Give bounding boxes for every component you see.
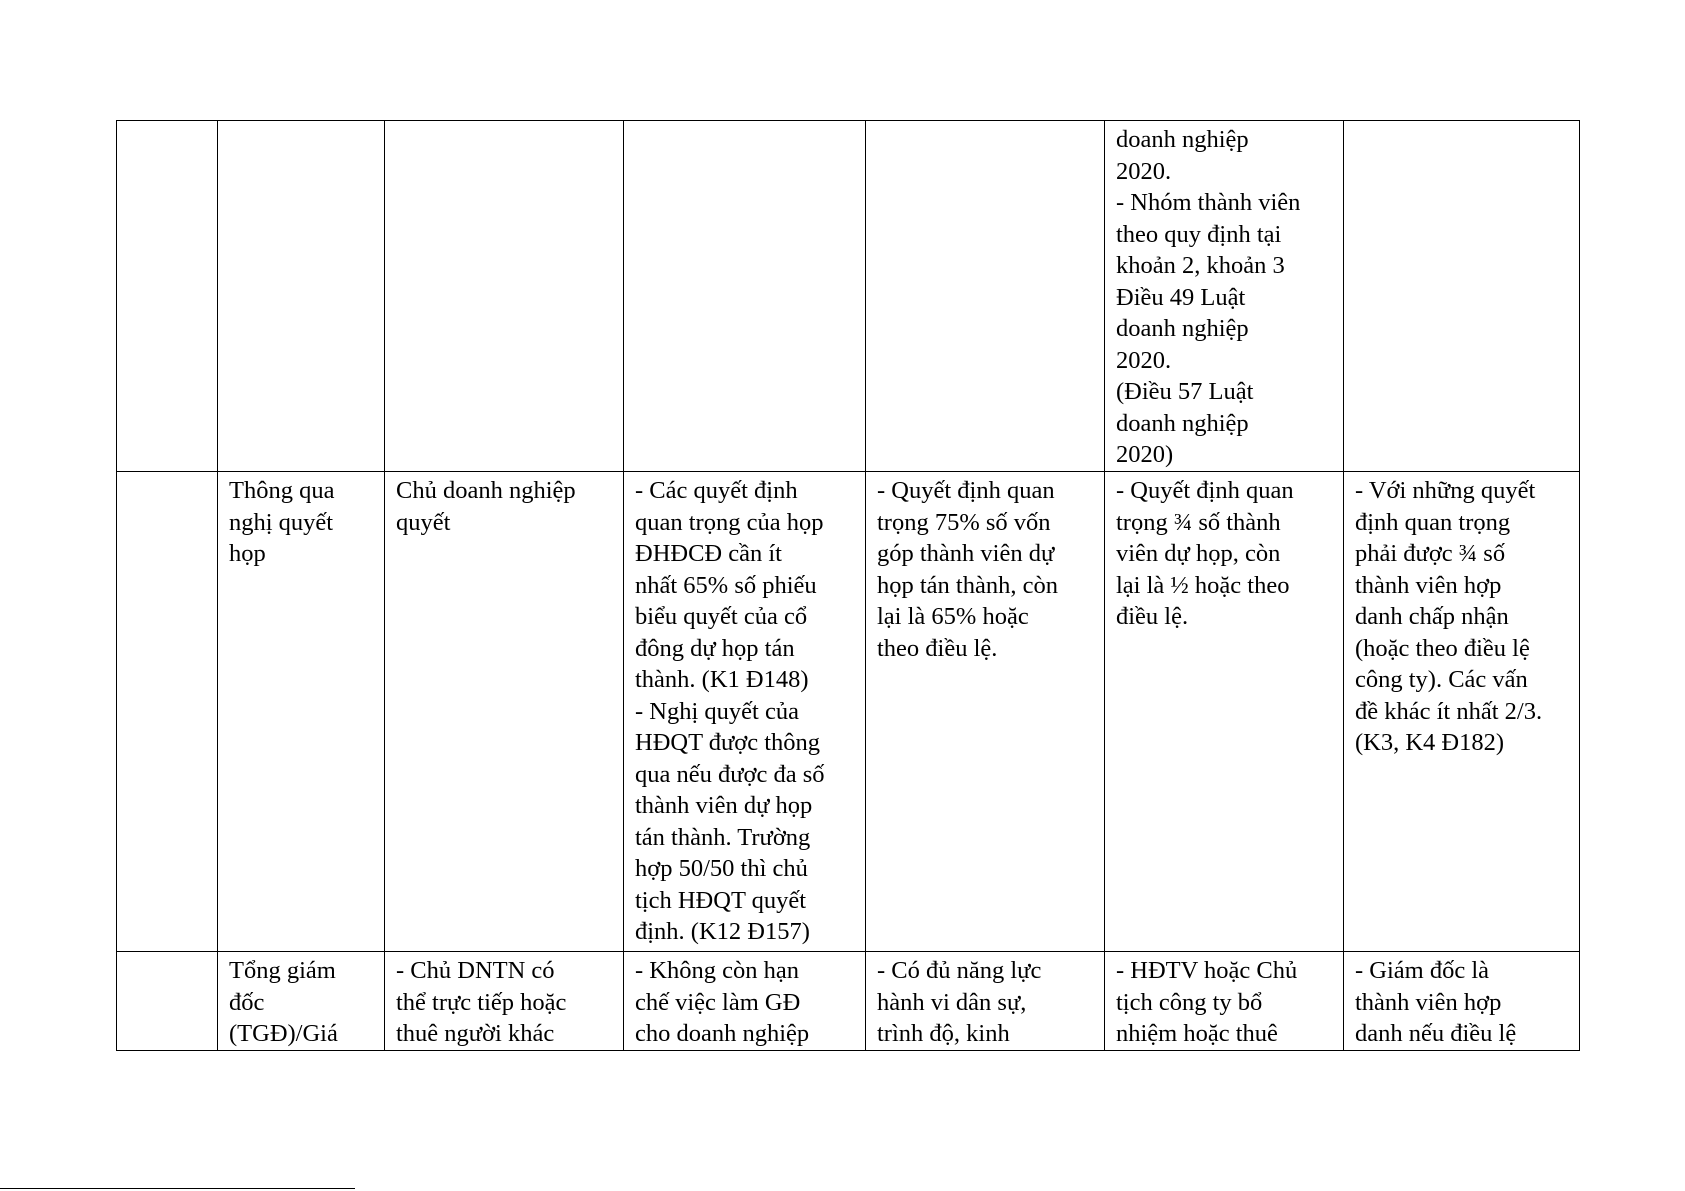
cell-text-line: Tổng giám bbox=[229, 957, 336, 984]
cell-text-line: lại là 65% hoặc bbox=[877, 603, 1029, 630]
cell-text-line: HĐQT được thông bbox=[635, 729, 821, 756]
table-cell bbox=[117, 121, 218, 472]
cell-text-line: tán thành. Trường bbox=[635, 823, 811, 851]
table-cell bbox=[624, 952, 866, 1051]
cell-text-line: - Quyết định quan bbox=[1116, 477, 1294, 504]
cell-text-line: - Không còn hạn bbox=[635, 957, 799, 984]
table-cell bbox=[218, 121, 385, 472]
cell-text-line: chế việc làm GĐ bbox=[635, 988, 801, 1016]
cell-text-line: qua nếu được đa số bbox=[635, 760, 825, 788]
cell-text-line: tịch HĐQT quyết bbox=[635, 886, 807, 914]
cell-text-line: thuê người khác bbox=[396, 1020, 555, 1047]
cell-text-line: khoản 2, khoản 3 bbox=[1116, 252, 1285, 279]
cell-text-line: đốc bbox=[229, 988, 265, 1016]
cell-text-line: họp tán thành, còn bbox=[877, 571, 1058, 599]
cell-text-line: 2020. bbox=[1116, 157, 1172, 185]
cell-text-line: thành viên hợp bbox=[1355, 571, 1502, 599]
cell-text-line: hành vi dân sự, bbox=[877, 988, 1027, 1016]
cell-text-line: - Có đủ năng lực bbox=[877, 957, 1042, 984]
table-cell bbox=[117, 952, 218, 1051]
cell-text-line: nhiệm hoặc thuê bbox=[1116, 1020, 1278, 1047]
footnote-separator bbox=[0, 1188, 355, 1189]
cell-text-line: lại là ½ hoặc theo bbox=[1116, 571, 1290, 599]
cell-text-line: phải được ¾ số bbox=[1355, 540, 1506, 567]
cell-text-line: theo điều lệ. bbox=[877, 634, 998, 662]
cell-text-line: ĐHĐCĐ cần ít bbox=[635, 540, 782, 567]
table-cell bbox=[1105, 952, 1344, 1051]
cell-text-line: - Quyết định quan bbox=[877, 477, 1055, 504]
cell-text-line: - Chủ DNTN có bbox=[396, 957, 555, 984]
cell-text-line: danh chấp nhận bbox=[1355, 603, 1509, 630]
cell-text-line: - Nhóm thành viên bbox=[1116, 189, 1301, 216]
table-cell bbox=[1105, 121, 1344, 472]
cell-text-line: quyết bbox=[396, 508, 451, 536]
table-cell bbox=[624, 472, 866, 952]
cell-text-line: thành viên hợp bbox=[1355, 988, 1502, 1016]
cell-text-line: doanh nghiệp bbox=[1116, 126, 1249, 153]
table-row bbox=[117, 472, 1580, 952]
cell-text-line: - Các quyết định bbox=[635, 477, 798, 504]
cell-text-line: trọng ¾ số thành bbox=[1116, 508, 1281, 536]
cell-text-line: Điều 49 Luật bbox=[1116, 283, 1246, 311]
cell-text-line: nghị quyết bbox=[229, 508, 334, 536]
cell-text-line: - HĐTV hoặc Chủ bbox=[1116, 957, 1298, 984]
table-body bbox=[117, 121, 1580, 1051]
cell-text-line: 2020. bbox=[1116, 346, 1172, 374]
table-cell bbox=[385, 472, 624, 952]
cell-text-line: điều lệ. bbox=[1116, 603, 1189, 630]
cell-text-line: góp thành viên dự bbox=[877, 540, 1055, 567]
cell-text-line: (Điều 57 Luật bbox=[1116, 378, 1254, 405]
cell-text-line: theo quy định tại bbox=[1116, 220, 1282, 248]
table-cell bbox=[1344, 472, 1580, 952]
table-cell bbox=[218, 472, 385, 952]
table-cell bbox=[1344, 952, 1580, 1051]
table-cell bbox=[624, 121, 866, 472]
table-cell bbox=[866, 952, 1105, 1051]
cell-text-line: họp bbox=[229, 540, 266, 567]
table-cell bbox=[1344, 121, 1580, 472]
cell-text-line: - Với những quyết bbox=[1355, 477, 1536, 504]
cell-text-line: Thông qua bbox=[229, 477, 335, 504]
cell-text-line: - Giám đốc là bbox=[1355, 957, 1490, 984]
table-row bbox=[117, 121, 1580, 472]
table-cell bbox=[1105, 472, 1344, 952]
cell-text-line: (hoặc theo điều lệ bbox=[1355, 634, 1530, 662]
cell-text-line: định. (K12 Đ157) bbox=[635, 918, 810, 945]
table-cell bbox=[117, 472, 218, 952]
table-cell bbox=[866, 121, 1105, 472]
cell-text-line: thành. (K1 Đ148) bbox=[635, 666, 809, 693]
cell-text-line: Chủ doanh nghiệp bbox=[396, 477, 576, 504]
cell-text-line: doanh nghiệp bbox=[1116, 315, 1249, 342]
table-cell bbox=[218, 952, 385, 1051]
cell-text-line: đông dự họp tán bbox=[635, 634, 795, 662]
cell-text-line: hợp 50/50 thì chủ bbox=[635, 855, 808, 882]
cell-text-line: biểu quyết của cổ bbox=[635, 603, 808, 630]
cell-text-line: công ty). Các vấn bbox=[1355, 666, 1528, 693]
table-row bbox=[117, 952, 1580, 1051]
table-cell bbox=[866, 472, 1105, 952]
cell-text-line: - Nghị quyết của bbox=[635, 697, 799, 725]
cell-text-line: thành viên dự họp bbox=[635, 792, 813, 819]
cell-text-line: danh nếu điều lệ bbox=[1355, 1020, 1517, 1047]
cell-text-line: định quan trọng bbox=[1355, 508, 1511, 536]
cell-text-line: cho doanh nghiệp bbox=[635, 1020, 810, 1047]
cell-text-line: quan trọng của họp bbox=[635, 508, 824, 536]
cell-text-line: viên dự họp, còn bbox=[1116, 540, 1281, 567]
table-cell bbox=[385, 121, 624, 472]
cell-text-line: đề khác ít nhất 2/3. bbox=[1355, 697, 1543, 725]
cell-text-line: (TGĐ)/Giá bbox=[229, 1020, 338, 1047]
cell-text-line: doanh nghiệp bbox=[1116, 409, 1249, 437]
cell-text-line: 2020) bbox=[1116, 441, 1174, 468]
cell-text-line: nhất 65% số phiếu bbox=[635, 571, 817, 599]
comparison-table bbox=[116, 120, 1580, 1051]
cell-text-line: (K3, K4 Đ182) bbox=[1355, 729, 1505, 756]
cell-text-line: thể trực tiếp hoặc bbox=[396, 988, 567, 1016]
cell-text-line: tịch công ty bổ bbox=[1116, 988, 1263, 1016]
cell-text-line: trọng 75% số vốn bbox=[877, 508, 1051, 536]
table-cell bbox=[385, 952, 624, 1051]
cell-text-line: trình độ, kinh bbox=[877, 1020, 1010, 1047]
